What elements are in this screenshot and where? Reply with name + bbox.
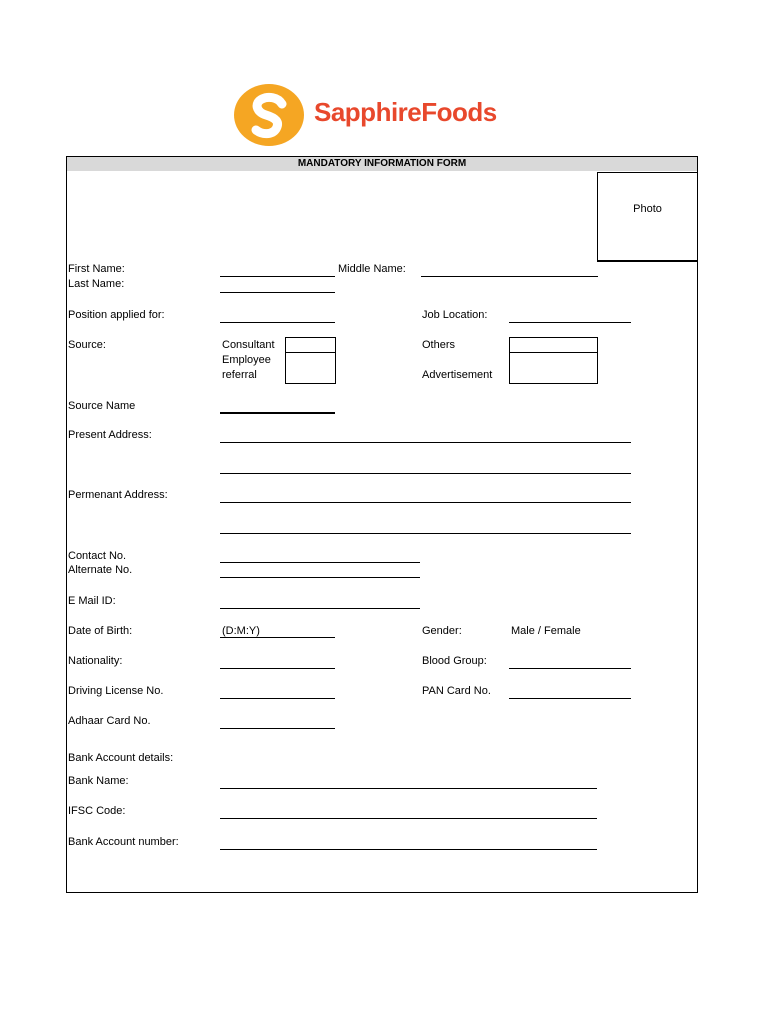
contact-no-label: Contact No. bbox=[68, 550, 127, 562]
photo-label: Photo bbox=[633, 203, 662, 215]
logo-wordmark: SapphireFoods bbox=[314, 97, 497, 127]
form-title: MANDATORY INFORMATION FORM bbox=[67, 157, 697, 171]
nationality-label: Nationality: bbox=[68, 655, 123, 667]
last-name-label: Last Name: bbox=[68, 278, 125, 290]
bank-account-field[interactable] bbox=[220, 849, 597, 850]
source-name-field[interactable] bbox=[220, 412, 335, 414]
logo-s-icon bbox=[234, 84, 304, 146]
source-label: Source: bbox=[68, 339, 106, 351]
present-address-line-2[interactable] bbox=[220, 473, 631, 474]
bank-name-field[interactable] bbox=[220, 788, 597, 789]
driving-license-field[interactable] bbox=[220, 698, 335, 699]
job-location-field[interactable] bbox=[509, 322, 631, 323]
middle-name-label: Middle Name: bbox=[338, 263, 406, 275]
sapphire-foods-logo bbox=[234, 84, 504, 148]
last-name-field[interactable] bbox=[220, 292, 335, 293]
referral-label: referral bbox=[222, 369, 257, 381]
consultant-checkbox[interactable] bbox=[285, 337, 336, 353]
middle-name-field[interactable] bbox=[421, 276, 598, 277]
blood-group-label: Blood Group: bbox=[422, 655, 487, 667]
adhaar-field[interactable] bbox=[220, 728, 335, 729]
driving-license-label: Driving License No. bbox=[68, 685, 164, 697]
advertisement-label: Advertisement bbox=[422, 369, 493, 381]
mandatory-information-form bbox=[66, 156, 698, 893]
permanent-address-line-2[interactable] bbox=[220, 533, 631, 534]
ifsc-field[interactable] bbox=[220, 818, 597, 819]
nationality-field[interactable] bbox=[220, 668, 335, 669]
gender-label: Gender: bbox=[422, 625, 462, 637]
present-address-line-1[interactable] bbox=[220, 442, 631, 443]
permanent-address-line-1[interactable] bbox=[220, 502, 631, 503]
bank-account-label: Bank Account number: bbox=[68, 836, 179, 848]
others-checkbox[interactable] bbox=[509, 337, 598, 353]
position-label: Position applied for: bbox=[68, 309, 165, 321]
email-field[interactable] bbox=[220, 608, 420, 609]
bank-details-heading: Bank Account details: bbox=[68, 752, 174, 764]
dob-format-hint: (D:M:Y) bbox=[222, 625, 260, 637]
source-name-label: Source Name bbox=[68, 400, 136, 412]
alternate-no-field[interactable] bbox=[220, 577, 420, 578]
pan-card-field[interactable] bbox=[509, 698, 631, 699]
pan-card-label: PAN Card No. bbox=[422, 685, 491, 697]
consultant-label: Consultant bbox=[222, 339, 275, 351]
present-address-label: Present Address: bbox=[68, 429, 152, 441]
permanent-address-label: Permenant Address: bbox=[68, 489, 168, 501]
photo-box bbox=[597, 172, 698, 262]
position-field[interactable] bbox=[220, 322, 335, 323]
bank-name-label: Bank Name: bbox=[68, 775, 129, 787]
job-location-label: Job Location: bbox=[422, 309, 488, 321]
blood-group-field[interactable] bbox=[509, 668, 631, 669]
others-label: Others bbox=[422, 339, 456, 351]
contact-no-field[interactable] bbox=[220, 562, 420, 563]
employee-referral-checkbox[interactable] bbox=[285, 352, 336, 384]
adhaar-label: Adhaar Card No. bbox=[68, 715, 151, 727]
employee-label: Employee bbox=[222, 354, 271, 366]
alternate-no-label: Alternate No. bbox=[68, 564, 133, 576]
ifsc-label: IFSC Code: bbox=[68, 805, 126, 817]
advertisement-checkbox[interactable] bbox=[509, 352, 598, 384]
dob-label: Date of Birth: bbox=[68, 625, 133, 637]
first-name-field[interactable] bbox=[220, 276, 335, 277]
gender-options[interactable]: Male / Female bbox=[511, 625, 581, 637]
dob-field[interactable] bbox=[220, 637, 335, 638]
email-label: E Mail ID: bbox=[68, 595, 116, 607]
first-name-label: First Name: bbox=[68, 263, 125, 275]
